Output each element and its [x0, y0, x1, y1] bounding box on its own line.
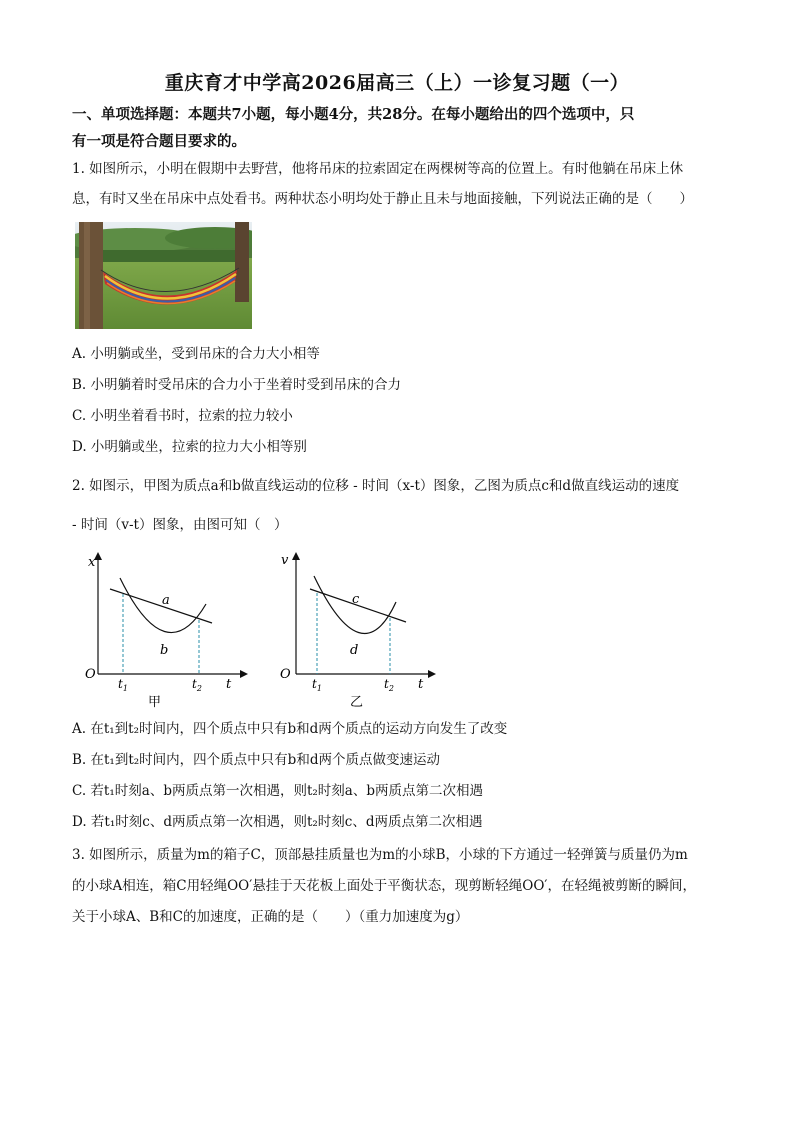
q2-option-d: D. 若t₁时刻c、d两质点第一次相遇，则t₂时刻c、d两质点第二次相遇 [72, 814, 483, 830]
q1-option-a: A. 小明躺或坐，受到吊床的合力大小相等 [72, 346, 320, 362]
q2-option-b: B. 在t₁到t₂时间内，四个质点中只有b和d两个质点做变速运动 [72, 752, 440, 768]
label-b: b [160, 643, 169, 658]
label-d: d [350, 643, 359, 658]
hammock-photo [75, 222, 252, 329]
q1-option-c: C. 小明坐着看书时，拉索的拉力较小 [72, 408, 293, 424]
y-axis-label: x [88, 555, 96, 570]
t2-label: $t_2$ [192, 677, 202, 693]
q1-option-d: D. 小明躺或坐，拉索的拉力大小相等别 [72, 439, 307, 455]
t1-label: $t_1$ [118, 677, 128, 693]
page-title: 重庆育才中学高2026届高三（上）一诊复习题（一） [164, 72, 630, 94]
label-a: a [162, 593, 170, 608]
q2-stem-line1: 2. 如图示，甲图为质点a和b做直线运动的位移 - 时间（x-t）图象，乙图为质点c和d做直线运动的速度 [72, 478, 680, 494]
q1-stem-line2: 息，有时又坐在吊床中点处看书。两种状态小明均处于静止且未与地面接触，下列说法正确的是（ ） [72, 191, 693, 207]
section-heading-line1: 一、单项选择题：本题共7小题，每小题4分，共28分。在每小题给出的四个选项中，只 [72, 106, 635, 123]
q1-stem-line1: 1. 如图所示，小明在假期中去野营，他将吊床的拉索固定在两棵树等高的位置上。有时他躺在吊床上休 [72, 161, 684, 177]
t2-label: $t_2$ [384, 677, 394, 693]
q3-stem-line3: 关于小球A、B和C的加速度，正确的是（ ）（重力加速度为g） [72, 909, 469, 925]
x-axis-arrow [428, 670, 436, 678]
q1-option-b: B. 小明躺着时受吊床的合力小于坐着时受到吊床的合力 [72, 377, 402, 393]
section-heading-line2: 有一项是符合题目要求的。 [72, 133, 246, 150]
q3-stem-line1: 3. 如图所示，质量为m的箱子C，顶部悬挂质量也为m的小球B，小球的下方通过一轻弹簧与质量仍为m [72, 847, 688, 863]
q2-option-c: C. 若t₁时刻a、b两质点第一次相遇，则t₂时刻a、b两质点第二次相遇 [72, 783, 483, 799]
q3-stem-line2: 的小球A相连，箱C用轻绳OO′悬挂于天花板上面处于平衡状态，现剪断轻绳OO′，在轻绳被剪断的瞬间， [72, 878, 696, 894]
graph-jia [80, 546, 250, 720]
x-axis-arrow [240, 670, 248, 678]
t1-label: $t_1$ [312, 677, 322, 693]
label-c: c [352, 592, 360, 607]
origin-label: O [280, 667, 291, 682]
q2-stem-line2: - 时间（v-t）图象，由图可知（ ） [72, 517, 288, 533]
x-axis-label: t [418, 677, 424, 692]
graph-yi [278, 546, 448, 720]
q2-option-a: A. 在t₁到t₂时间内，四个质点中只有b和d两个质点的运动方向发生了改变 [72, 721, 508, 737]
caption-jia: 甲 [148, 695, 162, 710]
y-axis-arrow [292, 552, 300, 560]
caption-yi: 乙 [350, 695, 364, 710]
y-axis-label: v [281, 553, 289, 568]
x-axis-label: t [226, 677, 232, 692]
origin-label: O [85, 667, 96, 682]
